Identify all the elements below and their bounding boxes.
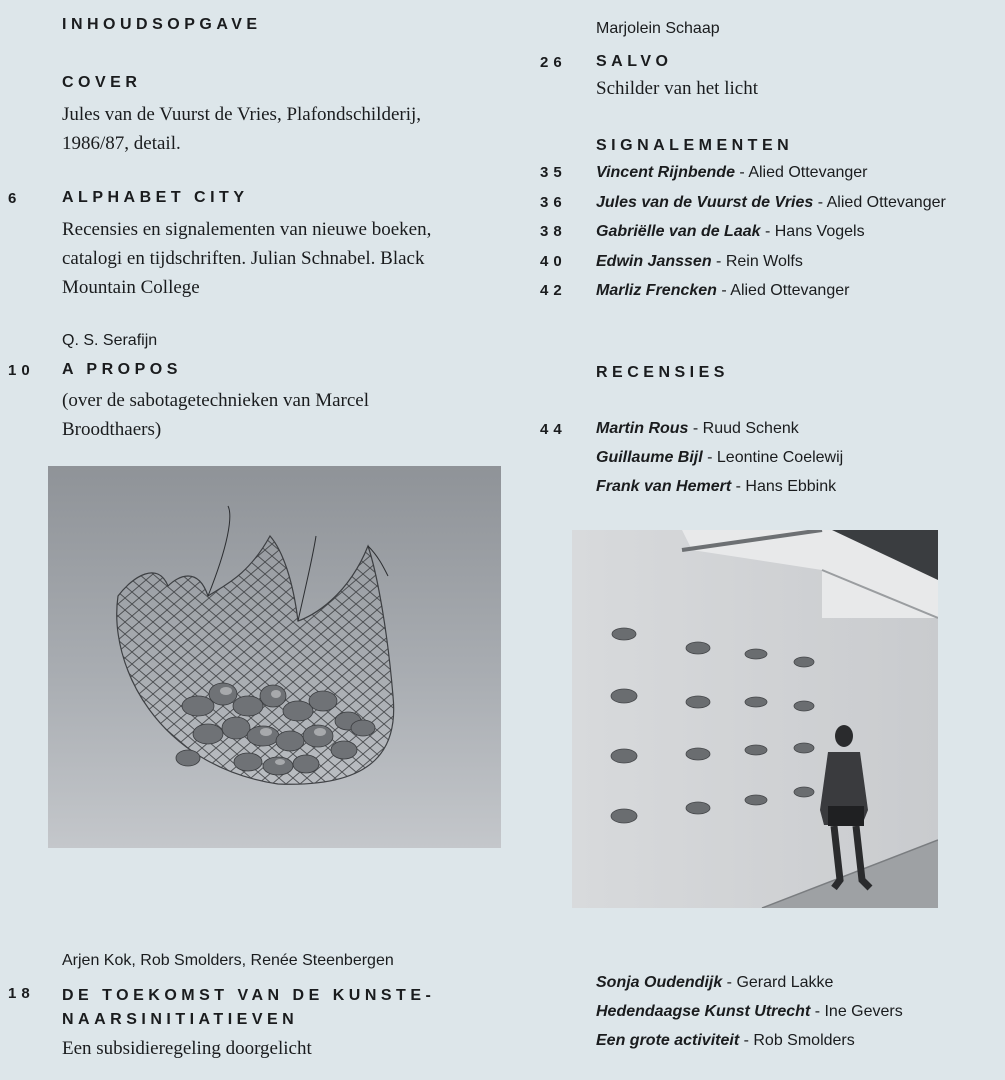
apropos-author: Q. S. Serafijn — [62, 332, 158, 349]
toekomst-heading — [62, 984, 435, 1032]
signalement-entry — [540, 223, 946, 253]
recensie-entry — [596, 449, 843, 478]
signalement-entry — [540, 253, 946, 283]
entry-page-number: 35 — [540, 164, 567, 181]
entry-artist: Martin Rous — [596, 420, 689, 437]
entry-page-number: 40 — [540, 252, 567, 270]
entry-artist: Gabriëlle van de Laak — [596, 223, 761, 240]
alphabet-city-line: Mountain College — [62, 277, 200, 298]
recensie-entry — [596, 420, 843, 449]
toekomst-author: Arjen Kok, Rob Smolders, Renée Steenbergen — [62, 952, 394, 969]
salvo-subtitle: Schilder van het licht — [596, 78, 758, 99]
entry-artist: Vincent Rijnbende — [596, 164, 735, 181]
recensie-entry — [596, 974, 903, 1003]
cover-heading: COVER — [62, 74, 142, 91]
entry-author: - Ruud Schenk — [688, 420, 799, 437]
signalement-entry — [540, 164, 946, 194]
signalement-entry — [540, 194, 946, 224]
cover-line: Jules van de Vuurst de Vries, Plafondschilderij, — [62, 104, 422, 125]
apropos-line: Broodthaers) — [62, 419, 162, 440]
entry-artist: Edwin Janssen — [596, 252, 712, 270]
entry-artist: Sonja Oudendijk — [596, 974, 723, 991]
entry-artist: Marliz Frencken — [596, 282, 717, 299]
entry-artist: Frank van Hemert — [596, 478, 732, 495]
toekomst-subtitle: Een subsidieregeling doorgelicht — [62, 1038, 312, 1059]
toekomst-heading-line: DE TOEKOMST VAN DE KUNSTE- — [62, 987, 436, 1004]
entry-author: - Ine Gevers — [810, 1003, 903, 1020]
entry-author: - Hans Ebbink — [731, 478, 837, 495]
signalement-entry — [540, 282, 946, 312]
recensies-number: 44 — [540, 421, 567, 438]
alphabet-city-line: Recensies en signalementen van nieuwe boeken, — [62, 219, 432, 240]
entry-artist: Guillaume Bijl — [596, 449, 703, 466]
salvo-author: Marjolein Schaap — [596, 20, 720, 37]
entry-author: - Rein Wolfs — [711, 252, 803, 270]
recensies-heading: RECENSIES — [596, 364, 729, 381]
apropos-line: (over de sabotagetechnieken van Marcel — [62, 390, 370, 411]
cover-line: 1986/87, detail. — [62, 133, 181, 154]
entry-author: - Alied Ottevanger — [813, 193, 946, 211]
entry-author: - Gerard Lakke — [722, 974, 834, 991]
entry-author: - Leontine Coelewij — [702, 449, 844, 466]
alphabet-city-description — [62, 215, 431, 302]
entry-author: - Alied Ottevanger — [716, 282, 850, 299]
recensies-list — [596, 420, 843, 507]
alphabet-city-number: 6 — [8, 190, 22, 207]
apropos-number: 10 — [8, 362, 35, 379]
entry-author: - Rob Smolders — [739, 1032, 855, 1049]
gallery-installation-image — [572, 530, 938, 908]
alphabet-city-line: catalogi en tijdschriften. Julian Schnabel. Black — [62, 248, 425, 269]
toc-title: INHOUDSOPGAVE — [62, 16, 262, 33]
gallery-installation-photo — [572, 530, 938, 908]
recensie-entry — [596, 1003, 903, 1032]
signalementen-list — [540, 164, 946, 312]
recensie-entry — [596, 1032, 903, 1061]
entry-page-number: 42 — [540, 282, 567, 299]
cover-description — [62, 100, 421, 158]
apropos-heading: A PROPOS — [62, 361, 182, 378]
entry-artist: Hedendaagse Kunst Utrecht — [596, 1003, 811, 1020]
signalementen-heading: SIGNALEMENTEN — [596, 137, 794, 154]
entry-artist: Een grote activiteit — [596, 1032, 740, 1049]
toekomst-heading-line: NAARSINITIATIEVEN — [62, 1011, 299, 1028]
toekomst-number: 18 — [8, 985, 35, 1002]
recensie-entry — [596, 478, 843, 507]
wire-basket-image — [48, 466, 501, 848]
salvo-heading: SALVO — [596, 53, 673, 70]
entry-author: - Hans Vogels — [760, 223, 865, 240]
entry-page-number: 36 — [540, 193, 567, 211]
apropos-description — [62, 386, 369, 444]
entry-artist: Jules van de Vuurst de Vries — [596, 193, 814, 211]
entry-page-number: 38 — [540, 223, 567, 240]
alphabet-city-heading: ALPHABET CITY — [62, 189, 249, 206]
entry-author: - Alied Ottevanger — [734, 164, 868, 181]
salvo-number: 26 — [540, 54, 567, 71]
wire-basket-photo — [48, 466, 501, 848]
recensies-more-list — [596, 974, 903, 1061]
